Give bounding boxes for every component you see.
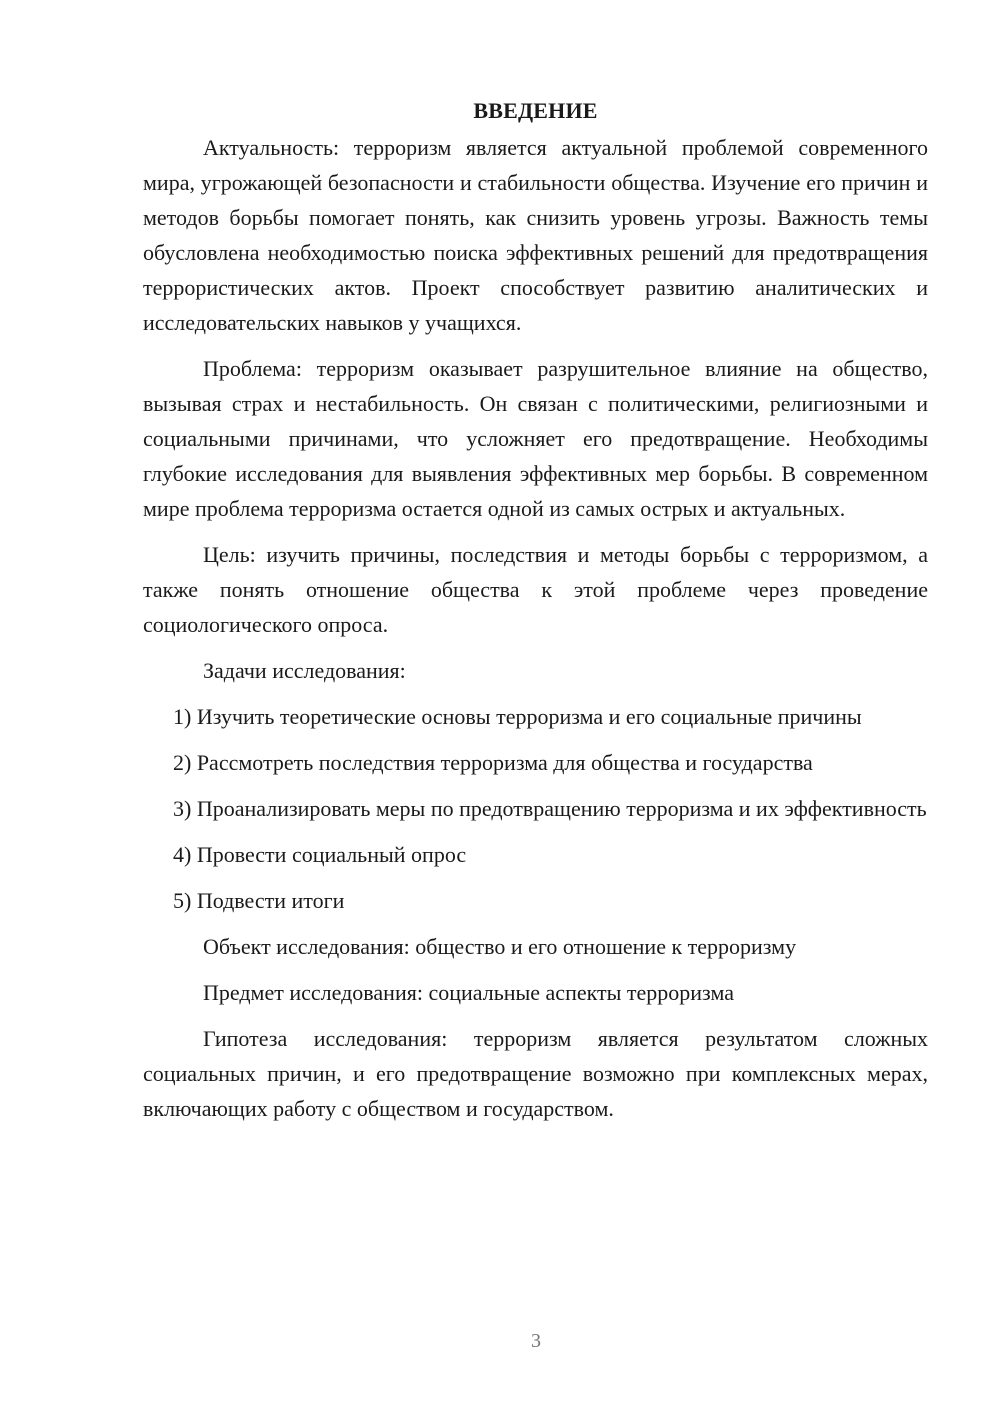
paragraph-goal: Цель: изучить причины, последствия и методы борьбы с терроризмом, а также понять отношение общества к этой проблеме через проведение социологического опроса. — [143, 542, 928, 637]
task-item-1: 1) Изучить теоретические основы терроризма и его социальные причины — [173, 704, 862, 729]
task-item-3: 3) Проанализировать меры по предотвращению терроризма и их эффективность — [173, 796, 927, 821]
paragraph-problem: Проблема: терроризм оказывает разрушительное влияние на общество, вызывая страх и нестабильность. Он связан с политическими, религиозными и социальными причинами, что усложняет его предотвращение. Необходимы глубокие исследования для выявления эффективных мер борьбы. В современном мире проблема терроризма остается одной из самых острых и актуальных. — [143, 356, 928, 521]
paragraph-tasks-heading: Задачи исследования: — [203, 658, 406, 683]
section-title: ВВЕДЕНИЕ — [473, 98, 598, 123]
paragraph-subject: Предмет исследования: социальные аспекты терроризма — [203, 980, 734, 1005]
task-item-2: 2) Рассмотреть последствия терроризма для общества и государства — [173, 750, 813, 775]
paragraph-object: Объект исследования: общество и его отношение к терроризму — [203, 934, 797, 959]
paragraph-relevance: Актуальность: терроризм является актуальной проблемой современного мира, угрожающей безопасности и стабильности общества. Изучение его причин и методов борьбы помогает понять, как снизить уровень угрозы. Важность темы обусловлена необходимостью поиска эффективных решений для предотвращения террористических актов. Проект способствует развитию аналитических и исследовательских навыков у учащихся. — [143, 135, 928, 335]
task-item-4: 4) Провести социальный опрос — [173, 842, 467, 867]
task-item-5: 5) Подвести итоги — [173, 888, 345, 913]
paragraph-hypothesis: Гипотеза исследования: терроризм является результатом сложных социальных причин, и его предотвращение возможно при комплексных мерах, включающих работу с обществом и государством. — [143, 1026, 928, 1121]
page-number: 3 — [531, 1330, 541, 1352]
document-page — [143, 93, 928, 1126]
